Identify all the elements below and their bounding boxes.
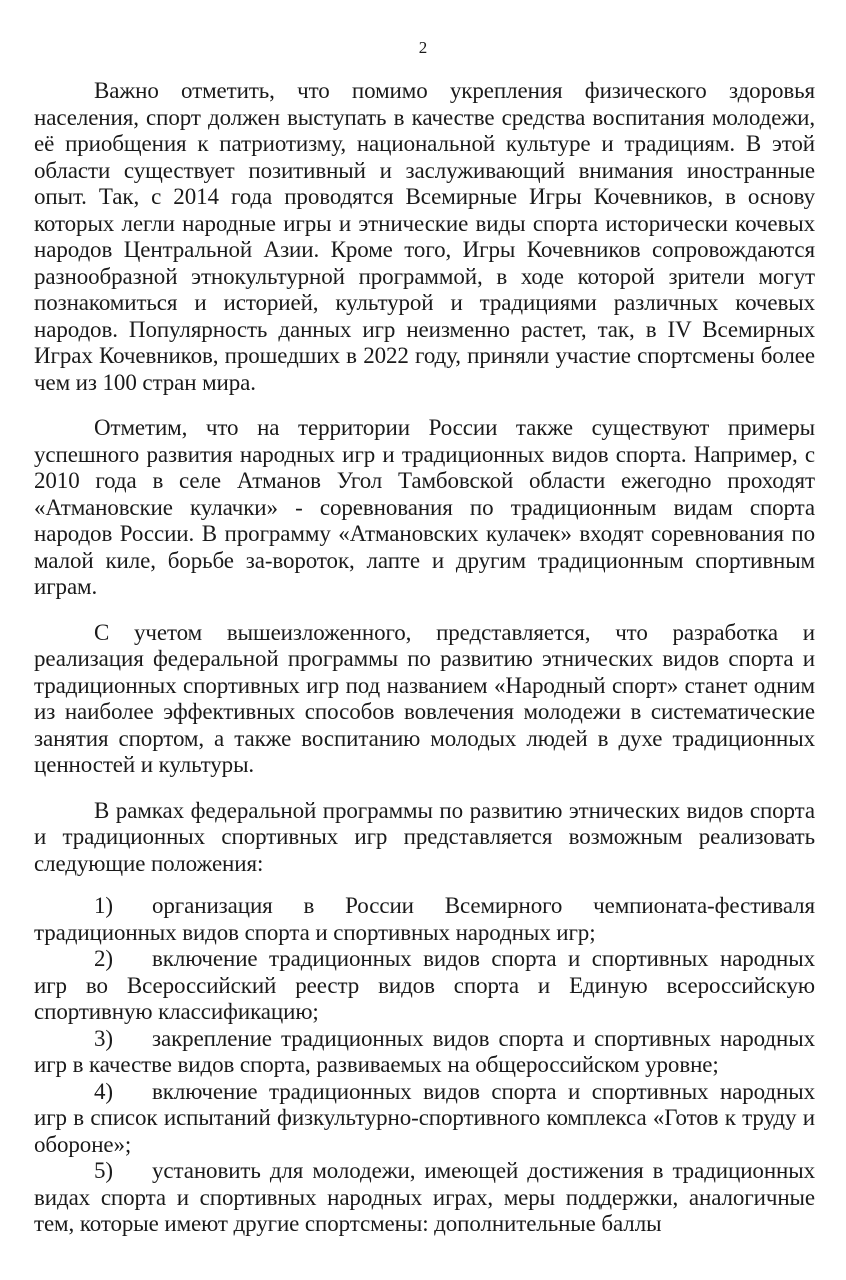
list-item-number: 1) <box>94 893 113 918</box>
list-item <box>34 1158 815 1238</box>
list-item <box>34 946 815 1026</box>
paragraph-federal-program: С учетом вышеизложенного, представляется, что разработка и реализация федеральной программы по развитию этнических видов спорта и традиционных спортивных игр под названием «Народный спорт» станет одним из наиболее эффективных способов вовлечения молодежи в систематические занятия спортом, а также воспитанию молодых людей в духе традиционных ценностей и культуры. <box>34 619 815 777</box>
list-item-text: включение традиционных видов спорта и спортивных народных игр во Всероссийский реестр видов спорта и Единую всероссийскую спортивную классификацию; <box>34 946 815 1024</box>
paragraph-program-provisions: В рамках федеральной программы по развитию этнических видов спорта и традиционных спортивных игр представляется возможным реализовать следующие положения: <box>34 797 815 876</box>
list-item-text: закрепление традиционных видов спорта и спортивных народных игр в качестве видов спорта, развиваемых на общероссийском уровне; <box>34 1025 815 1077</box>
list-item-text: организация в России Всемирного чемпионата-фестиваля традиционных видов спорта и спортивных народных игр; <box>34 893 815 945</box>
provisions-list <box>34 893 815 1238</box>
list-item <box>34 893 815 946</box>
document-body <box>34 78 815 1238</box>
list-item-number: 5) <box>94 1158 113 1183</box>
paragraph-atmanov-kulachki: Отметим, что на территории России также существуют примеры успешного развития народных игр и традиционных видов спорта. Например, с 2010 года в селе Атманов Угол Тамбовской области ежегодно проходят «Атмановские кулачки» - соревнования по традиционным видам спорта народов России. В программу «Атмановских кулачек» входят соревнования по малой киле, борьбе за-вороток, лапте и другим традиционным спортивным играм. <box>34 415 815 599</box>
list-item <box>34 1026 815 1079</box>
list-item-number: 4) <box>94 1078 113 1104</box>
list-item-text: установить для молодежи, имеющей достижения в традиционных видах спорта и спортивных народных играх, меры поддержки, аналогичные тем, которые имеют другие спортсмены: дополнительные баллы <box>34 1158 815 1236</box>
list-item <box>34 1079 815 1159</box>
list-item-text: включение традиционных видов спорта и спортивных народных игр в список испытаний физкультурно-спортивного комплекса «Готов к труду и обороне»; <box>34 1078 815 1157</box>
paragraph-nomad-games: Важно отметить, что помимо укрепления физического здоровья населения, спорт должен выступать в качестве средства воспитания молодежи, её приобщения к патриотизму, национальной культуре и традициям. В этой области существует позитивный и заслуживающий внимания иностранные опыт. Так, с 2014 года проводятся Всемирные Игры Кочевников, в основу которых легли народные игры и этнические виды спорта исторически кочевых народов Центральной Азии. Кроме того, Игры Кочевников сопровождаются разнообразной этнокультурной программой, в ходе которой зрители могут познакомиться и историей, культурой и традициями различных кочевых народов. Популярность данных игр неизменно растет, так, в IV Всемирных Играх Кочевников, прошедших в 2022 году, приняли участие спортсмены более чем из 100 стран мира. <box>34 78 815 395</box>
page-number: 2 <box>418 38 428 57</box>
list-item-number: 2) <box>94 946 113 971</box>
list-item-number: 3) <box>94 1025 113 1051</box>
